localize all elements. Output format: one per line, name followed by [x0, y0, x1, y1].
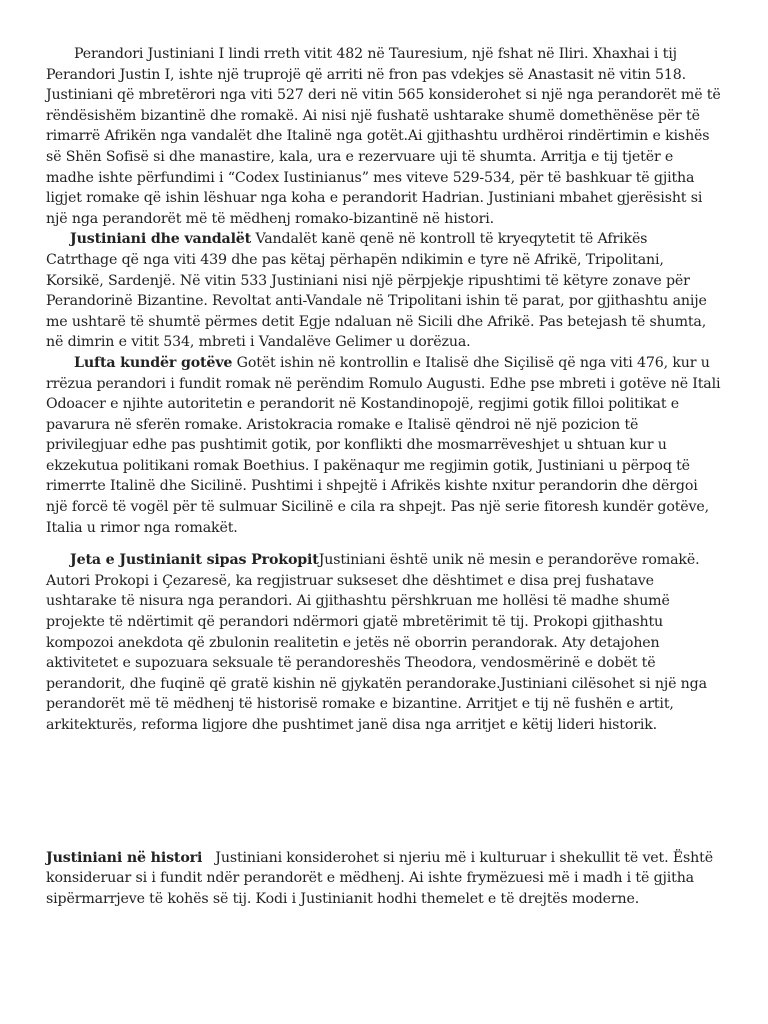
paragraph-history-text: Justiniani konsiderohet si njeriu më i kulturuar i shekullit të vet. Është konsideruar si i fundit ndër perandorët e mëdhenj. Ai ishte frymëzuesi më i madh i të gjitha sipërmarrjeve të kohës së tij. Kodi i Justinianit hodhi themelet e të drejtës moderne. [46, 849, 718, 907]
paragraph-goths-text: Gotët ishin në kontrollin e Italisë dhe Siçilisë që nga viti 476, kur u rrëzua perandori i fundit romak në perëndim Romulo Augusti. Edhe pse mbreti i gotëve në Itali Odoacer e njihte autoritetin e perandorit në Kostandinopojë, regjimi gotik filloi politikat e pavarura në sferën romake. Aristokracia romake e Italisë qëndroi në një pozicion të privilegjuar edhe pas pushtimit gotik, por konflikti dhe mosmarrëveshjet u shtuan kur u ekzekutua politikani romak Boethius. I pakënaqur me regjimin gotik, Justiniani u përpoq të rimerrte Italinë dhe Sicilinë. Pushtimi i shpejtë i Afrikës kishte nxitur perandorin dhe dërgoi një forcë të vogël për të sulmuar Sicilinë e cila ra shpejt. Pas një serie fitoresh kundër gotëve, Italia u rimor nga romakët. [46, 354, 721, 536]
paragraph-intro-text: Perandori Justiniani I lindi rreth vitit 482 në Tauresium, një fshat në Iliri. Xhaxhai i tij Perandori Justin I, ishte një truprojë që arriti në fron pas vdekjes së Anastasit në vitin 518. Justiniani që mbretërori nga viti 527 deri në vitin 565 konsiderohet si një nga perandorët më të rëndësishëm bizantinë dhe romakë. Ai nisi një fushatë ushtarake shumë domethënëse për të rimarrë Afrikën nga vandalët dhe Italinë nga gotët.Ai gjithashtu urdhëroi rindërtimin e kishës së Shën Sofisë si dhe manastire, kala, ura e rezervuare uji të shumta. Arritja e tij tjetër e madhe ishte përfundimi i “Codex Iustinianus” mes viteve 529-534, për të bashkuar të gjitha ligjet romake që ishin lëshuar nga koha e perandorit Hadrian. Justiniani mbahet gjerësisht si një nga perandorët më të mëdhenj romako-bizantinë në histori. [46, 46, 721, 227]
paragraph-vandals [46, 229, 722, 353]
paragraph-goths [46, 353, 722, 538]
heading-procopius: Jeta e Justinianit sipas Prokopit [70, 552, 319, 569]
document-page [46, 44, 722, 909]
heading-history: Justiniani në histori [46, 849, 203, 866]
paragraph-procopius-text: Justiniani është unik në mesin e perandorëve romakë. Autori Prokopi i Çezaresë, ka regjistruar sukseset dhe dështimet e disa prej fushatave ushtarake të nisura nga perandori. Ai gjithashtu përshkruan me hollësi të madhe shumë projekte të ndërtimit që perandori ndërmori gjatë mbretërimit të tij. Prokopi gjithashtu kompozoi anekdota që zbulonin realitetin e jetës në oborrin perandorak. Aty detajohen aktivitetet e supozuara seksuale të perandoreshës Theodora, vendosmërinë e dobët të perandorit, dhe fuqinë që gratë kishin në gjykatën perandorake.Justiniani cilësohet si një nga perandorët më të mëdhenj të historisë romake e bizantine. Arritjet e tij në fushën e artit, arkitekturës, reforma ligjore dhe pushtimet janë disa nga arritjet e këtij lideri historik. [46, 552, 707, 733]
heading-goths: Lufta kundër gotëve [74, 354, 233, 371]
paragraph-history [46, 848, 722, 910]
paragraph-intro [46, 44, 722, 229]
paragraph-procopius [46, 550, 722, 735]
heading-vandals: Justiniani dhe vandalët [70, 231, 252, 248]
paragraph-vandals-text: Vandalët kanë qenë në kontroll të kryeqytetit të Afrikës Catrthage që nga viti 439 dhe pas këtaj përhapën ndikimin e tyre në Afrikë, Tripolitani, Korsikë, Sardenjë. Në vitin 533 Justiniani nisi një përpjekje ripushtimi të këtyre zonave për Perandorinë Bizantine. Revoltat anti-Vandale në Tripolitani ishin të parat, por gjithashtu anije me ushtarë të shumtë përmes detit Egje ndaluan në Sicili dhe Afrikë. Pas betejash të shumta, në dimrin e vitit 534, mbreti i Vandalëve Gelimer u dorëzua. [46, 231, 707, 351]
